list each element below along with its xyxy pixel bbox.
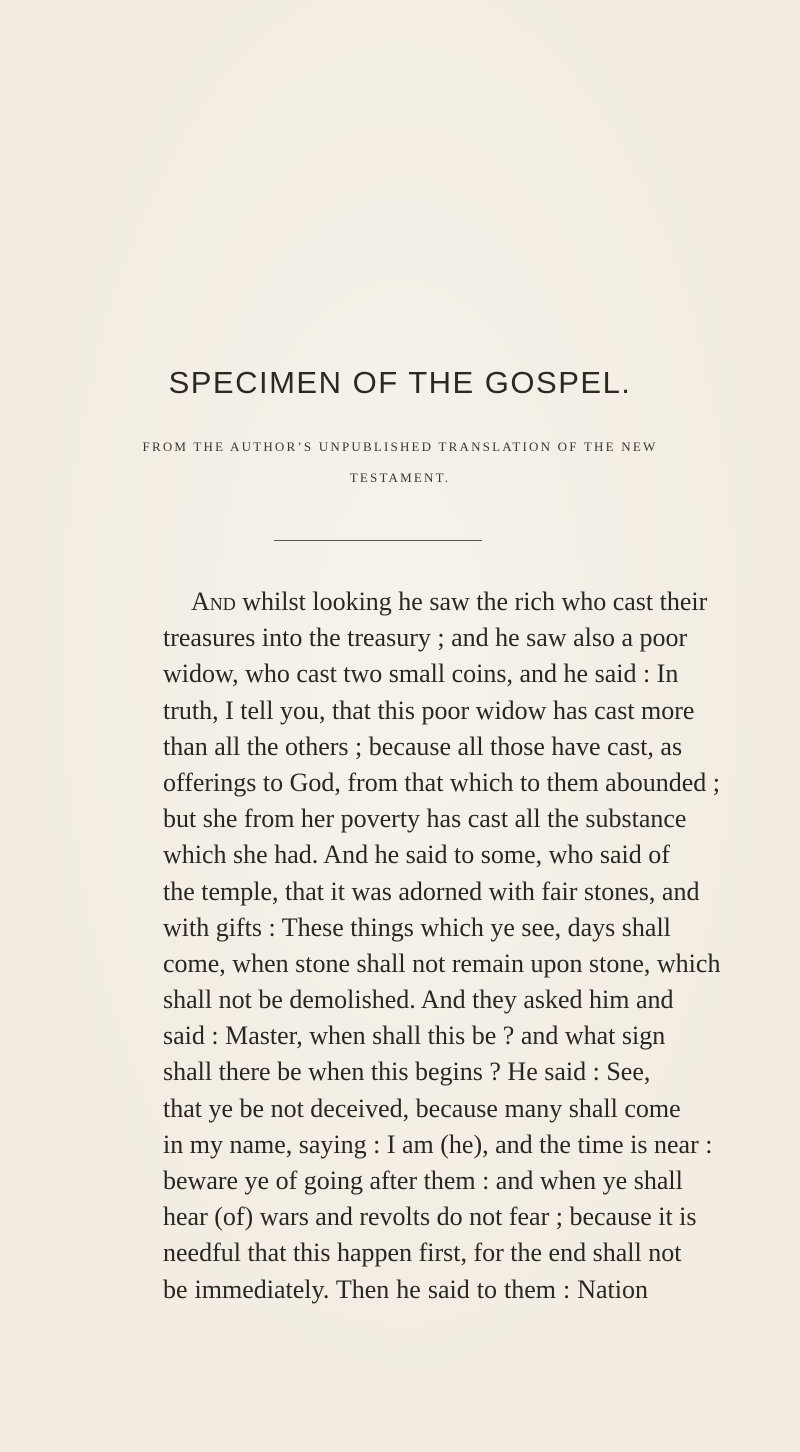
passage-line: treasures into the treasury ; and he saw also a poor: [163, 623, 688, 653]
passage-line: offerings to God, from that which to them abounded ;: [163, 767, 720, 797]
passage-line: than all the others ; because all those have cast, as: [163, 731, 683, 761]
passage-line: beware ye of going after them : and when ye shall: [163, 1166, 683, 1195]
opening-word: And: [191, 587, 236, 616]
gospel-passage: [163, 584, 721, 1308]
passage-line: the temple, that it was adorned with fair stones, and: [163, 876, 700, 906]
passage-line: in my name, saying : I am (he), and the time is near :: [163, 1129, 713, 1159]
page-title: SPECIMEN OF THE GOSPEL.: [168, 365, 632, 400]
passage-line-text: whilst looking he saw the rich who cast their: [235, 587, 708, 616]
passage-line: which she had. And he said to some, who said of: [163, 840, 670, 870]
passage-line: [163, 584, 708, 620]
passage-line: but she from her poverty has cast all the substance: [163, 804, 687, 834]
passage-line: needful that this happen first, for the end shall not: [163, 1238, 682, 1268]
passage-line: said : Master, when shall this be ? and what sign: [163, 1021, 666, 1051]
passage-line: hear (of) wars and revolts do not fear ; because it is: [163, 1202, 697, 1232]
section-divider: [274, 540, 482, 541]
passage-line: shall there be when this begins ? He said : See,: [163, 1057, 651, 1087]
subtitle-line-2: TESTAMENT.: [349, 470, 451, 485]
passage-line: truth, I tell you, that this poor widow has cast more: [163, 695, 695, 725]
passage-line: shall not be demolished. And they asked him and: [163, 985, 674, 1015]
passage-line: come, when stone shall not remain upon stone, which: [163, 948, 721, 978]
passage-line: be immediately. Then he said to them : Nation: [163, 1274, 648, 1304]
passage-line: that ye be not deceived, because many shall come: [163, 1093, 681, 1123]
passage-line: with gifts : These things which ye see, days shall: [163, 912, 671, 942]
subtitle-line-1: FROM THE AUTHOR’S UNPUBLISHED TRANSLATION OF THE NEW: [142, 439, 658, 454]
passage-line: widow, who cast two small coins, and he said : In: [163, 659, 679, 689]
